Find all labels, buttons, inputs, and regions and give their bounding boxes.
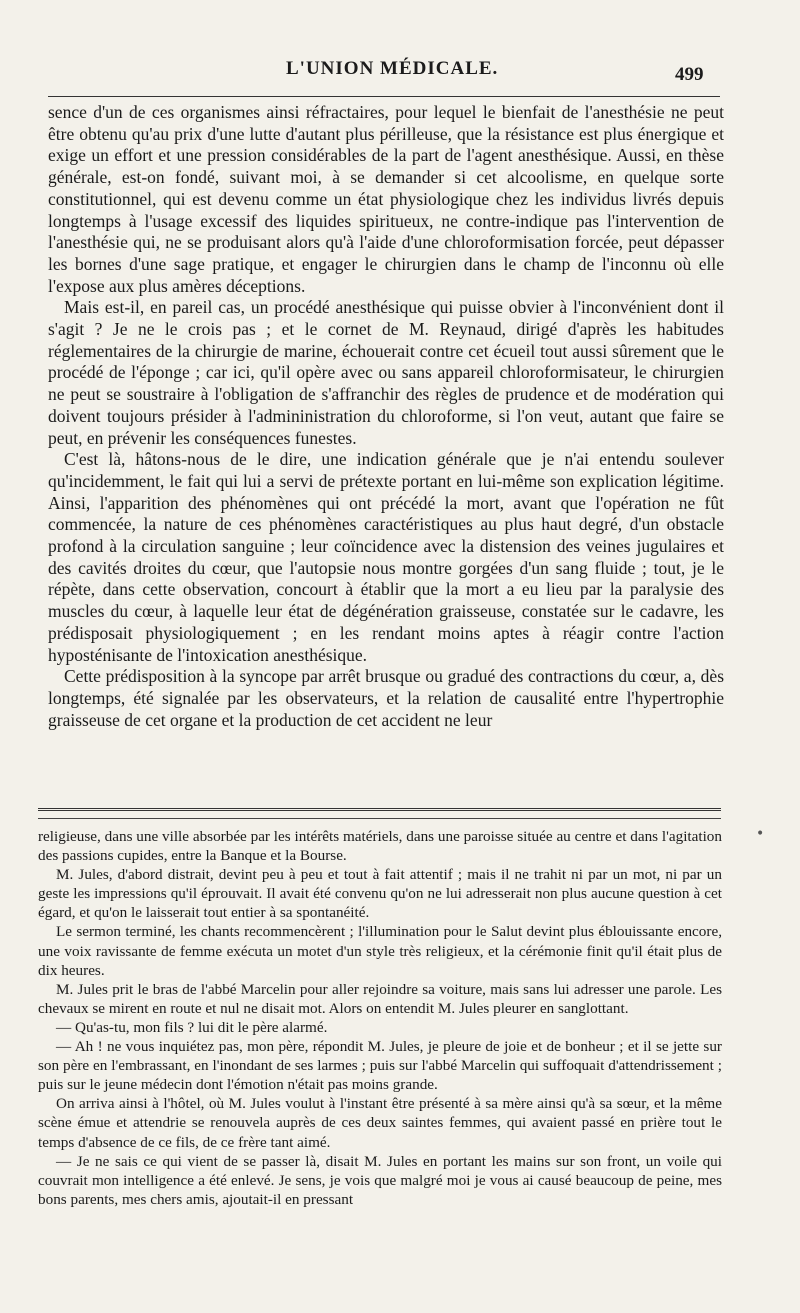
feuilleton-divider-thin — [38, 818, 721, 819]
article-paragraph: C'est là, hâtons-nous de le dire, une indication générale que je n'ai entendu soulever qu'incidemment, le fait qui lui a servi de prétexte portant en lui-même son explication légitime. Ainsi, l'apparition des phénomènes qui ont précédé la mort, avant que l'opération ne fût commencée, la nature de ces phénomènes caractéristiques au plus haut degré, d'un obstacle profond à la circulation sanguine ; leur coïncidence avec la distension des veines jugulaires et des cavités droites du cœur, que l'autopsie nous montre gorgées d'un sang fluide ; tout, je le répète, dans cette observation, concourt à établir que la mort a eu lieu par la paralysie des muscles du cœur, à laquelle leur état de dégénération graisseuse, constatée sur le cadavre, les prédisposait physiologiquement ; en les rendant moins aptes à réagir contre l'action hyposténisante de l'intoxication anesthésique. — [48, 449, 724, 665]
article-paragraph: Cette prédisposition à la syncope par arrêt brusque ou gradué des contractions du cœur, a, dès longtemps, été signalée par les observateurs, et la relation de causalité entre l'hypertrophie graisseuse de cet organe et la production de cet accident ne leur — [48, 666, 724, 730]
page-number: 499 — [675, 64, 704, 85]
feuilleton-paragraph: M. Jules, d'abord distrait, devint peu à peu et tout à fait attentif ; mais il ne trahit ni par un mot, ni par un geste les impressions qu'il éprouvait. Il avait été convenu qu'on ne lui adresserait non plus aucune question à cet égard, et qu'on le laisserait tout entier à sa spontanéité. — [38, 866, 722, 922]
feuilleton-paragraph: M. Jules prit le bras de l'abbé Marcelin pour aller rejoindre sa voiture, mais sans lui adresser une parole. Les chevaux se mirent en route et nul ne disait mot. Alors on entendit M. Jules pleurer en sanglottant. — [38, 980, 722, 1017]
page-header — [0, 58, 800, 98]
margin-mark: • — [756, 826, 765, 842]
feuilleton-paragraph: religieuse, dans une ville absorbée par les intérêts matériels, dans une paroisse située au centre et dans l'agitation des passions cupides, entre la Banque et la Bourse. — [38, 828, 722, 865]
running-title: L'UNION MÉDICALE. — [286, 58, 499, 79]
article-paragraph: Mais est-il, en pareil cas, un procédé anesthésique qui puisse obvier à l'inconvénient dont il s'agit ? Je ne le crois pas ; et le cornet de M. Reynaud, dirigé d'après les habitudes réglementaires de la chirurgie de marine, échouerait contre cet écueil tout aussi sûrement que le procédé de l'éponge ; car ici, qu'il opère avec ou sans appareil chloroformisateur, le chirurgien ne peut se soustraire à l'obligation de s'affranchir des règles de prudence et de modération qui doivent toujours présider à l'admininistration du chloroforme, si l'on veut, autant que faire se peut, en prévenir les conséquences funestes. — [48, 297, 724, 448]
feuilleton-paragraph: — Qu'as-tu, mon fils ? lui dit le père alarmé. — [56, 1018, 328, 1036]
article-paragraph: sence d'un de ces organismes ainsi réfractaires, pour lequel le bienfait de l'anesthésie ne peut être obtenu qu'au prix d'une lutte d'autant plus périlleuse, que la résistance est plus énergique et exige un effort et une pression considérables de la part de l'agent anesthésique. Aussi, en thèse générale, est-on fondé, suivant moi, à se demander si cet alcoolisme, en quelque sorte constitutionnel, qui est devenu comme un état physiologique chez les individus livrés depuis longtemps à l'usage excessif des liquides spiritueux, ne contre-indique pas l'intervention de l'anesthésie qui, ne se produisant alors qu'à l'aide d'une chloroformisation forcée, peut dépasser les bornes d'une sage pratique, et engager le chirurgien dans le champ de l'inconnu où elle l'expose aux plus amères déceptions. — [48, 102, 724, 296]
feuilleton-paragraph: On arriva ainsi à l'hôtel, où M. Jules voulut à l'instant être présenté à sa mère ainsi qu'à sa sœur, et la même scène émue et attendrie se renouvela auprès de ces deux saintes femmes, qui avaient passé en prière tout le temps d'absence de ce fils, de ce frère tant aimé. — [38, 1095, 722, 1151]
feuilleton-paragraph: Le sermon terminé, les chants recommencèrent ; l'illumination pour le Salut devint plus éblouissante encore, une voix ravissante de femme exécuta un motet d'un style très religieux, et la cérémonie finit qu'il était plus de dix heures. — [38, 923, 722, 979]
feuilleton-divider — [38, 808, 721, 811]
header-rule — [48, 96, 720, 97]
feuilleton-paragraph: — Je ne sais ce qui vient de se passer là, disait M. Jules en portant les mains sur son front, un voile qui couvrait mon intelligence a été enlevé. Je sens, je vois que malgré moi je vous ai causé beaucoup de peine, mes bons parents, mes chers amis, ajoutait-il en pressant — [38, 1152, 722, 1208]
feuilleton-paragraph: — Ah ! ne vous inquiétez pas, mon père, répondit M. Jules, je pleure de joie et de bonheur ; et il se jette sur son père en l'embrassant, en l'inondant de ses larmes ; puis sur l'abbé Marcelin qui suffoquait d'attendrissement ; puis sur le jeune médecin dont l'émotion n'était pas moins grande. — [38, 1038, 722, 1094]
main-article-text — [48, 102, 724, 731]
feuilleton-text — [38, 827, 722, 1209]
